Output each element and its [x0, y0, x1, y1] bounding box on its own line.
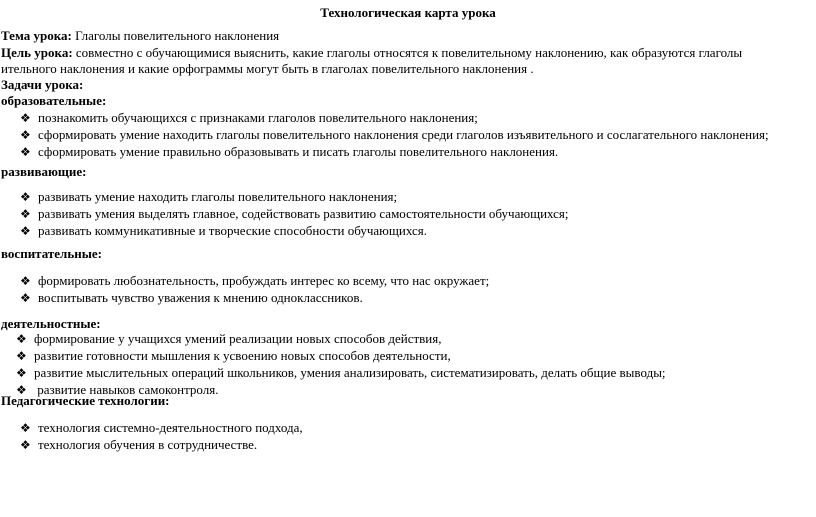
list-item [16, 330, 666, 347]
bullet-icon: ❖ [20, 128, 31, 142]
bullet-icon: ❖ [20, 438, 31, 452]
goal-value-line1: совместно с обучающимися выяснить, какие глаголы относятся к повелительному наклонению, как образуются глаголы [75, 45, 743, 60]
list-item-text: сформировать умение правильно образовывать и писать глаголы повелительного наклонения. [38, 144, 559, 159]
list-item-text: формирование у учащихся умений реализации новых способов действия, [34, 331, 442, 346]
educational-heading: образовательные: [1, 93, 107, 108]
list-item-text: развивать умения выделять главное, содействовать развитию самостоятельности обучающихся; [38, 206, 569, 221]
document-title: Технологическая карта урока [320, 5, 496, 20]
developing-heading: развивающие: [1, 164, 87, 179]
bullet-icon: ❖ [20, 111, 31, 125]
list-item-text: развивать коммуникативные и творческие способности обучающихся. [38, 223, 427, 238]
activity-heading: деятельностные: [1, 316, 101, 331]
pedagogical-list [20, 419, 303, 453]
list-item [20, 222, 569, 239]
educational-list [20, 109, 769, 160]
list-item [20, 289, 489, 306]
list-item-text: формировать любознательность, пробуждать интерес ко всему, что нас окружает; [38, 273, 490, 288]
goal-continuation: ительного наклонения и какие орфограммы могут быть в глаголах повелительного наклонения . [1, 61, 534, 76]
topic-line [1, 27, 279, 44]
list-item [16, 364, 666, 381]
bullet-icon: ❖ [20, 291, 31, 305]
list-item-text: познакомить обучающихся с признаками глаголов повелительного наклонения; [38, 110, 478, 125]
bullet-icon: ❖ [16, 383, 27, 397]
list-item-text: развитие мыслительных операций школьников, умения анализировать, систематизировать, делать общие выводы; [34, 365, 666, 380]
bullet-icon: ❖ [20, 421, 31, 435]
bullet-icon: ❖ [20, 274, 31, 288]
topic-label: Тема урока: [1, 28, 72, 43]
list-item-text: сформировать умение находить глаголы повелительного наклонения среди глаголов изъявительного и сослагательного наклонения; [38, 127, 769, 142]
developing-list [20, 188, 569, 239]
list-item [20, 419, 303, 436]
activity-list [16, 330, 666, 398]
bullet-icon: ❖ [16, 332, 27, 346]
goal-line [1, 44, 742, 61]
upbringing-list [20, 272, 489, 306]
topic-value: Глаголы повелительного наклонения [75, 28, 280, 43]
upbringing-heading: воспитательные: [1, 246, 102, 261]
bullet-icon: ❖ [20, 190, 31, 204]
list-item [20, 436, 303, 453]
list-item [20, 205, 569, 222]
list-item [20, 126, 769, 143]
list-item-text: развитие навыков самоконтроля. [34, 382, 219, 397]
bullet-icon: ❖ [20, 224, 31, 238]
bullet-icon: ❖ [20, 145, 31, 159]
list-item [20, 109, 769, 126]
pedagogical-heading: Педагогические технологии: [1, 393, 170, 408]
list-item-text: технология обучения в сотрудничестве. [38, 437, 258, 452]
bullet-icon: ❖ [20, 207, 31, 221]
bullet-icon: ❖ [16, 349, 27, 363]
goal-label: Цель урока: [1, 45, 73, 60]
bullet-icon: ❖ [16, 366, 27, 380]
list-item [20, 272, 489, 289]
list-item-text: развитие готовности мышления к усвоению новых способов деятельности, [34, 348, 451, 363]
list-item [20, 143, 769, 160]
list-item-text: развивать умение находить глаголы повелительного наклонения; [38, 189, 398, 204]
list-item [16, 347, 666, 364]
list-item-text: технология системно-деятельностного подхода, [38, 420, 303, 435]
list-item-text: воспитывать чувство уважения к мнению одноклассников. [38, 290, 363, 305]
list-item [20, 188, 569, 205]
tasks-heading: Задачи урока: [1, 77, 84, 92]
